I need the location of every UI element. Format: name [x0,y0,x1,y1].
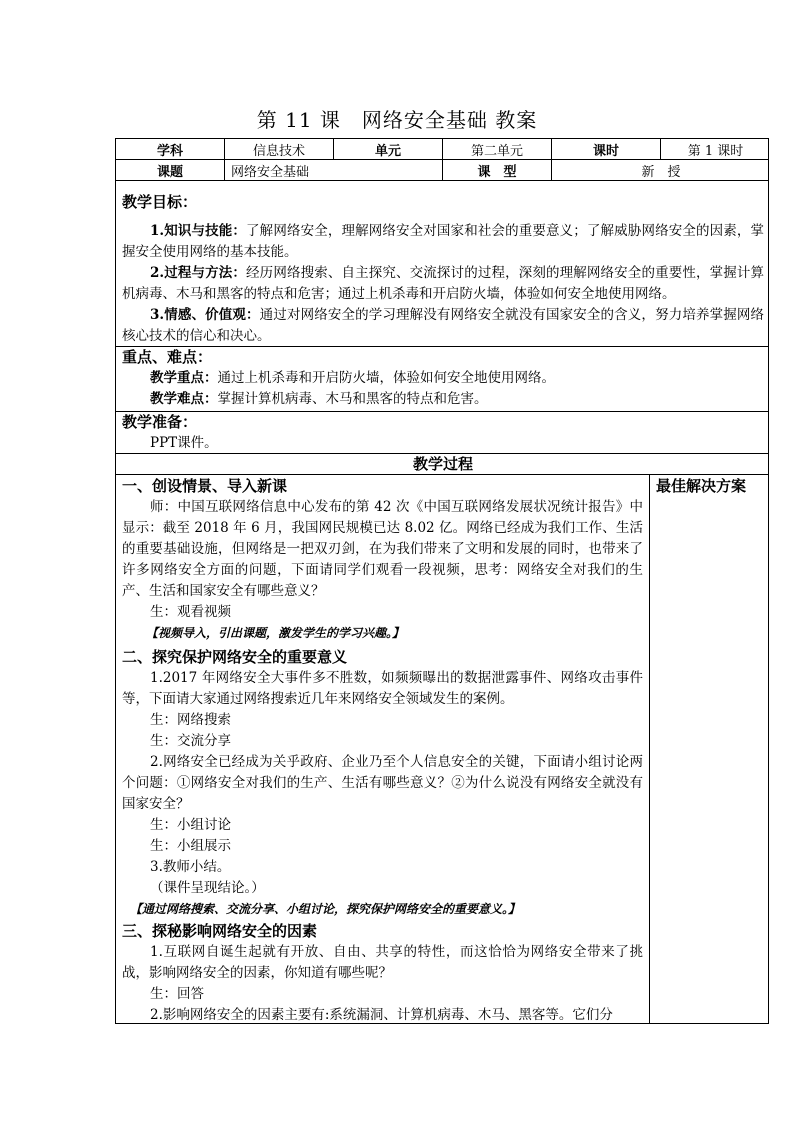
unit-value: 第二单元 [443,139,552,159]
solution-heading: 最佳解决方案 [656,477,747,495]
unit-label: 单元 [334,139,443,159]
topic-label: 课题 [116,160,225,180]
subject-value: 信息技术 [225,139,334,159]
section-line: 生：小组讨论 [150,817,231,833]
section-line: 生：小组展示 [150,838,231,854]
section-note: 【视频导入，引出课题，激发学生的学习兴趣。】 [146,626,405,640]
process-heading-row [116,454,769,475]
keypoints-heading: 重点、难点： [122,348,213,366]
section-line: （课件呈现结论。） [150,880,265,896]
section-line: 2.影响网络安全的因素主要有:系统漏洞、计算机病毒、木马、黑客等。它们分 [150,1007,613,1023]
section-line: 生：交流分享 [150,733,231,749]
section-line: 师：中国互联网络信息中心发布的第 42 次《中国互联网络发展状况统计报告》中显示：截至 2018 年 6 月，我国网民规模已达 8.02 亿。网络已经成为我们工作、生活的重要基础设施，但网络是一把双刃剑，在为我们带来了文明和发展的同时，也带来了许多网络安全方面的问题，下面请同学们观看一段视频，思考：网络安全对我们的生产、生活和国家安全有哪些意义？ [122,499,643,599]
section-line: 2.网络安全已经成为关乎政府、企业乃至个人信息安全的关键，下面请小组讨论两个问题：①网络安全对我们的生产、生活有哪些意义？②为什么说没有网络安全就没有国家安全？ [122,754,643,812]
preparation-section [116,412,769,454]
objectives-section [116,181,769,347]
section-title: 三、探秘影响网络安全的因素 [122,922,318,940]
section-title: 二、探究保护网络安全的重要意义 [122,648,348,666]
header-row-1 [116,139,769,160]
solution-column [650,475,769,1024]
type-value: 新 授 [641,164,681,180]
section-line: 生：观看视频 [150,604,231,620]
process-content [116,475,650,1024]
objective-item: 1.知识与技能：了解网络安全，理解网络安全对国家和社会的重要意义；了解威胁网络安全的因素，掌握安全使用网络的基本技能。 [122,223,765,260]
section-title: 一、创设情景、导入新课 [122,477,288,495]
lesson-plan-table [115,138,769,1024]
period-value: 第 1 课时 [687,143,744,159]
header-row-2 [116,160,769,181]
objective-item: 3.情感、价值观：通过对网络安全的学习理解没有网络安全就没有国家安全的含义，努力培养掌握网络核心技术的信心和决心。 [122,307,765,344]
page-title: 第 11 课 网络安全基础 教案 [256,108,538,132]
process-heading: 教学过程 [412,455,473,473]
subject-label: 学科 [116,139,225,159]
objectives-heading: 教学目标： [122,193,198,211]
type-label: 课 型 [443,160,552,180]
period-label: 课时 [552,139,661,159]
keypoints-section [116,347,769,412]
preparation-text: PPT课件。 [150,435,218,451]
section-line: 1.2017 年网络安全大事件多不胜数，如频频曝出的数据泄露事件、网络攻击事件等，下面请大家通过网络搜索近几年来网络安全领域发生的案例。 [122,670,643,707]
section-note: 【通过网络搜索、交流分享、小组讨论，探究保护网络安全的重要意义。】 [130,902,521,916]
section-line: 生：回答 [150,986,204,1002]
key-point: 教学重点：通过上机杀毒和开启防火墙，体验如何安全地使用网络。 [150,370,555,386]
difficult-point: 教学难点：掌握计算机病毒、木马和黑客的特点和危害。 [150,391,488,407]
objective-item: 2.过程与方法：经历网络搜索、自主探究、交流探讨的过程，深刻的理解网络安全的重要性，掌握计算机病毒、木马和黑客的特点和危害；通过上机杀毒和开启防火墙，体验如何安全地使用网络。 [122,265,765,302]
section-line: 3.教师小结。 [150,859,231,875]
section-line: 1.互联网自诞生起就有开放、自由、共享的特性，而这恰恰为网络安全带来了挑战，影响网络安全的因素，你知道有哪些呢？ [122,944,643,981]
topic-value: 网络安全基础 [225,160,443,180]
preparation-heading: 教学准备： [122,413,198,431]
section-line: 生：网络搜索 [150,712,231,728]
